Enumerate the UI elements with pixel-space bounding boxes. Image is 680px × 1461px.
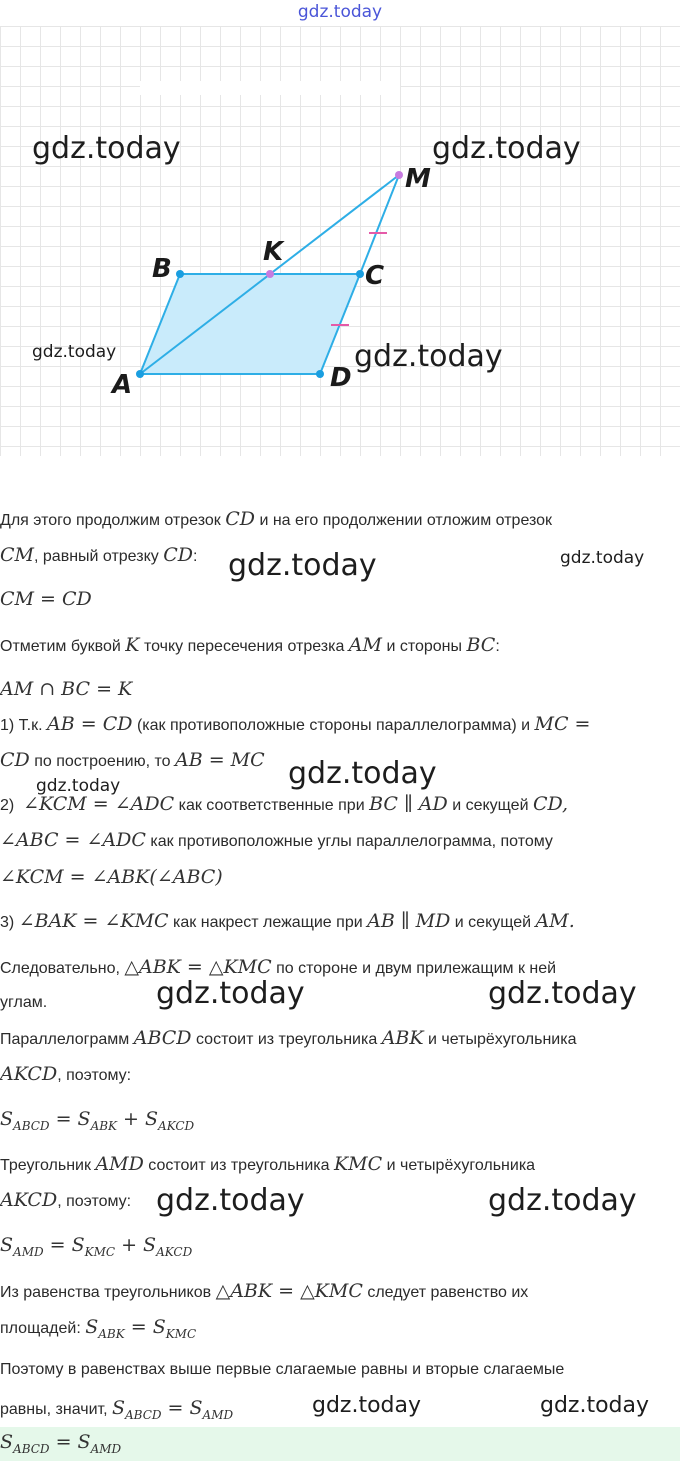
paragraph-line: CD по построению, то AB = MC <box>0 749 265 771</box>
figure-top-cover <box>140 81 400 95</box>
paragraph-line: AKCD, поэтому: <box>0 1189 132 1211</box>
answer-formula: $S_{ABCD} = S_{AMD}$ <box>0 1431 122 1456</box>
answer-box <box>0 1427 680 1461</box>
label-d: D <box>330 363 352 393</box>
point-c <box>356 270 364 278</box>
paragraph-line: Поэтому в равенствах выше первые слагаемые равны и вторые слагаемые <box>0 1361 565 1378</box>
figure-drawing <box>0 26 680 456</box>
formula-line: $S_{AMD} = S_{KMC} + S_{AKCD}$ <box>0 1234 193 1259</box>
figure-watermark-4: gdz.today <box>354 339 503 374</box>
paragraph-line: углам. <box>0 994 48 1011</box>
point-b <box>176 270 184 278</box>
formula-line: CM = CD <box>0 588 92 610</box>
figure-watermark-1: gdz.today <box>32 131 181 166</box>
watermark: gdz.today <box>156 976 305 1011</box>
paragraph-line: ∠ABC = ∠ADC как противоположные углы параллелограмма, потому <box>0 829 553 851</box>
label-m: M <box>405 164 431 194</box>
paragraph-line: Отметим буквой K точку пересечения отрезка AM и стороны BC: <box>0 634 500 656</box>
watermark: gdz.today <box>488 1183 637 1218</box>
point-a <box>136 370 144 378</box>
watermark: gdz.today <box>560 548 645 568</box>
geometry-figure <box>0 26 680 456</box>
label-b: B <box>152 254 172 284</box>
watermark: gdz.today <box>288 756 437 791</box>
paragraph-line: Параллелограмм ABCD состоит из треугольника ABK и четырёхугольника <box>0 1027 577 1049</box>
watermark: gdz.today <box>228 548 377 583</box>
figure-watermark-3: gdz.today <box>32 342 117 362</box>
watermark: gdz.today <box>36 776 121 796</box>
formula-line: $S_{ABCD} = S_{ABK} + S_{AKCD}$ <box>0 1108 195 1133</box>
watermark: gdz.today <box>540 1393 650 1418</box>
figure-watermark-2: gdz.today <box>432 131 581 166</box>
label-c: C <box>365 261 385 291</box>
paragraph-line: площадей: $S_{ABK} = S_{KMC}$ <box>0 1316 197 1341</box>
point-m <box>395 171 403 179</box>
point-k <box>266 270 274 278</box>
paragraph-line: Следовательно, △ABK = △KMC по стороне и двум прилежащим к ней <box>0 956 557 978</box>
paragraph-line: 3) ∠BAK = ∠KMC как накрест лежащие при AB ∥ MD и секущей AM. <box>0 910 575 932</box>
paragraph-line: 1) Т.к. AB = CD (как противоположные стороны параллелограмма) и MC = <box>0 713 591 735</box>
watermark: gdz.today <box>488 976 637 1011</box>
paragraph-line: Из равенства треугольников △ABK = △KMC следует равенство их <box>0 1280 529 1302</box>
paragraph-line: равны, значит, $S_{ABCD} = S_{AMD}$ <box>0 1397 234 1422</box>
watermark: gdz.today <box>156 1183 305 1218</box>
paragraph-line: Для этого продолжим отрезок CD и на его продолжении отложим отрезок <box>0 508 553 530</box>
label-k: K <box>263 237 284 267</box>
formula-line: ∠KCM = ∠ABK(∠ABC) <box>0 866 223 888</box>
header-watermark: gdz.today <box>297 2 383 22</box>
label-a: A <box>112 370 133 400</box>
watermark: gdz.today <box>312 1393 422 1418</box>
point-d <box>316 370 324 378</box>
paragraph-line: CM, равный отрезку CD: <box>0 544 198 566</box>
paragraph-line: Треугольник AMD состоит из треугольника KMC и четырёхугольника <box>0 1153 536 1175</box>
paragraph-line: AKCD, поэтому: <box>0 1063 132 1085</box>
formula-line: AM ∩ BC = K <box>0 678 133 700</box>
paragraph-line: 2) ∠KCM = ∠ADC как соответственные при BC ∥ AD и секущей CD, <box>0 793 569 815</box>
